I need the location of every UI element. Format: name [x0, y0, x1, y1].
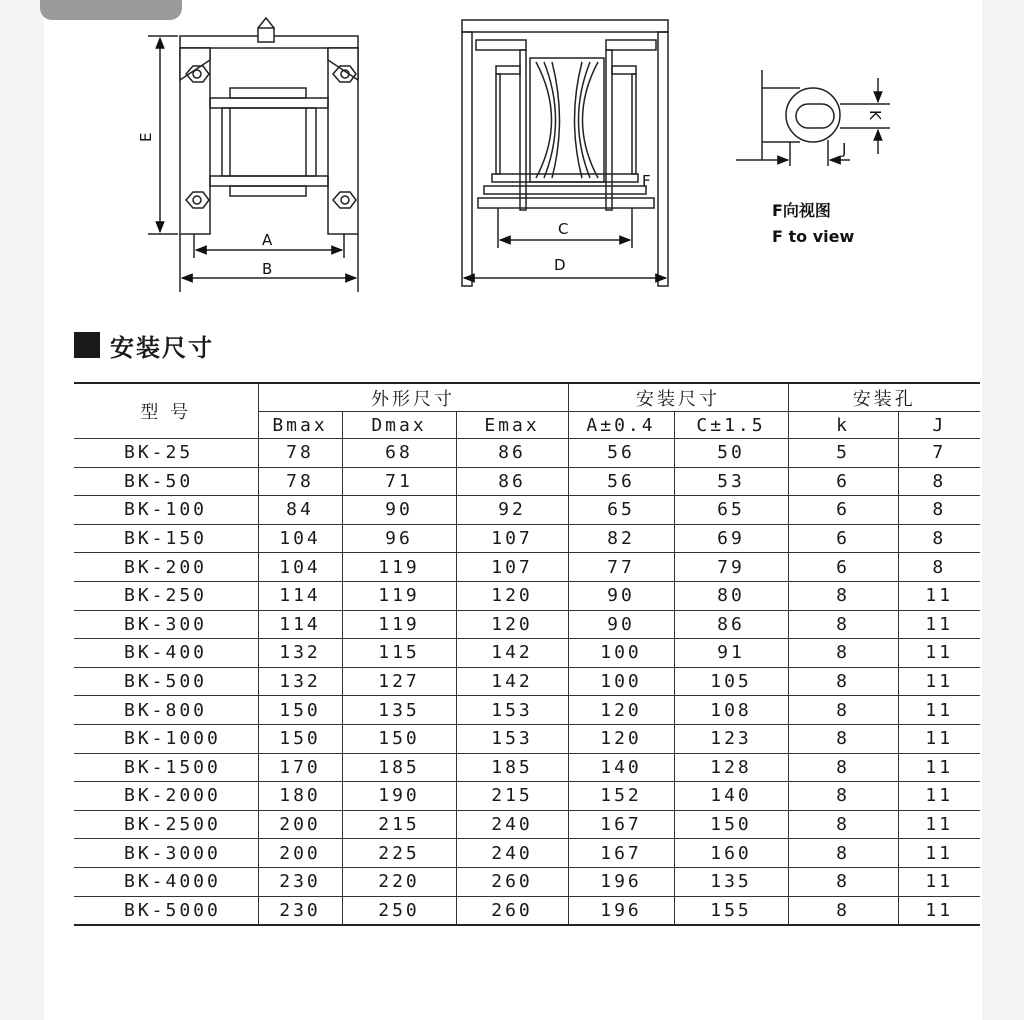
cell-value: 260: [456, 867, 568, 896]
cell-value: 150: [342, 724, 456, 753]
cell-value: 115: [342, 639, 456, 668]
cell-value: 8: [788, 782, 898, 811]
cell-value: 8: [788, 867, 898, 896]
cell-value: 220: [342, 867, 456, 896]
table-row: [74, 896, 980, 925]
cell-value: 120: [568, 724, 674, 753]
cell-value: 86: [456, 439, 568, 468]
cell-value: 128: [674, 753, 788, 782]
label-f: F: [642, 172, 651, 190]
spec-table: [74, 382, 980, 926]
cell-value: 8: [788, 724, 898, 753]
header-install-dimensions: 安装尺寸: [568, 383, 788, 412]
cell-value: 8: [788, 896, 898, 925]
cell-value: 11: [898, 724, 980, 753]
side-view-drawing: [462, 20, 668, 286]
cell-value: 104: [258, 553, 342, 582]
cell-value: 8: [788, 753, 898, 782]
cell-value: 119: [342, 610, 456, 639]
cell-value: 82: [568, 524, 674, 553]
cell-value: 11: [898, 782, 980, 811]
cell-model: BK-1000: [74, 724, 258, 753]
cell-value: 56: [568, 439, 674, 468]
cell-value: 78: [258, 467, 342, 496]
table-row: [74, 753, 980, 782]
cell-value: 50: [674, 439, 788, 468]
cell-value: 6: [788, 467, 898, 496]
section-heading: [74, 330, 214, 360]
cell-value: 153: [456, 696, 568, 725]
label-a: A: [262, 231, 273, 249]
cell-value: 240: [456, 810, 568, 839]
cell-value: 11: [898, 581, 980, 610]
column-header: Dmax: [342, 412, 456, 439]
table-row: [74, 839, 980, 868]
table-row: [74, 524, 980, 553]
label-d: D: [554, 256, 566, 274]
cell-value: 6: [788, 524, 898, 553]
cell-value: 120: [568, 696, 674, 725]
cell-value: 200: [258, 810, 342, 839]
label-j: J: [842, 140, 847, 158]
cell-value: 8: [788, 696, 898, 725]
cell-value: 92: [456, 496, 568, 525]
cell-value: 200: [258, 839, 342, 868]
cell-value: 8: [788, 610, 898, 639]
cell-value: 8: [788, 581, 898, 610]
label-c: C: [558, 220, 569, 238]
heading-square-icon: [74, 332, 100, 358]
cell-value: 78: [258, 439, 342, 468]
table-row: [74, 782, 980, 811]
cell-value: 71: [342, 467, 456, 496]
cell-value: 11: [898, 753, 980, 782]
cell-value: 7: [898, 439, 980, 468]
cell-value: 135: [674, 867, 788, 896]
cell-model: BK-300: [74, 610, 258, 639]
column-header: J: [898, 412, 980, 439]
cell-value: 142: [456, 667, 568, 696]
cell-value: 77: [568, 553, 674, 582]
cell-value: 8: [788, 667, 898, 696]
cell-value: 167: [568, 839, 674, 868]
cell-value: 155: [674, 896, 788, 925]
cell-value: 132: [258, 639, 342, 668]
cell-value: 8: [898, 553, 980, 582]
cell-value: 11: [898, 867, 980, 896]
table-row: [74, 867, 980, 896]
cell-value: 90: [342, 496, 456, 525]
cell-value: 8: [788, 810, 898, 839]
column-header: k: [788, 412, 898, 439]
label-k: K: [866, 110, 884, 120]
cell-model: BK-50: [74, 467, 258, 496]
cell-value: 230: [258, 896, 342, 925]
cell-value: 11: [898, 610, 980, 639]
cell-value: 196: [568, 867, 674, 896]
cell-value: 250: [342, 896, 456, 925]
table-row: [74, 496, 980, 525]
cell-value: 150: [258, 724, 342, 753]
cell-value: 104: [258, 524, 342, 553]
cell-value: 65: [674, 496, 788, 525]
cell-value: 150: [258, 696, 342, 725]
column-header: A±0.4: [568, 412, 674, 439]
cell-value: 84: [258, 496, 342, 525]
cell-model: BK-100: [74, 496, 258, 525]
cell-value: 120: [456, 581, 568, 610]
front-view-drawing: [148, 18, 358, 292]
table-row: [74, 439, 980, 468]
cell-value: 108: [674, 696, 788, 725]
cell-value: 53: [674, 467, 788, 496]
cell-value: 11: [898, 839, 980, 868]
header-install-hole: 安装孔: [788, 383, 980, 412]
f-view-caption-cn: F向视图: [772, 201, 831, 220]
cell-value: 6: [788, 496, 898, 525]
cell-model: BK-25: [74, 439, 258, 468]
cell-value: 80: [674, 581, 788, 610]
cell-value: 90: [568, 610, 674, 639]
cell-value: 79: [674, 553, 788, 582]
cell-value: 196: [568, 896, 674, 925]
cell-value: 140: [568, 753, 674, 782]
cell-value: 69: [674, 524, 788, 553]
column-header: Emax: [456, 412, 568, 439]
cell-model: BK-5000: [74, 896, 258, 925]
cell-value: 56: [568, 467, 674, 496]
cell-value: 170: [258, 753, 342, 782]
cell-value: 230: [258, 867, 342, 896]
cell-value: 6: [788, 553, 898, 582]
cell-value: 105: [674, 667, 788, 696]
cell-value: 142: [456, 639, 568, 668]
cell-value: 185: [456, 753, 568, 782]
table-row: [74, 639, 980, 668]
cell-value: 11: [898, 696, 980, 725]
cell-model: BK-200: [74, 553, 258, 582]
cell-value: 135: [342, 696, 456, 725]
cell-value: 107: [456, 553, 568, 582]
cell-value: 114: [258, 610, 342, 639]
table-row: [74, 610, 980, 639]
cell-value: 114: [258, 581, 342, 610]
cell-model: BK-2000: [74, 782, 258, 811]
cell-model: BK-500: [74, 667, 258, 696]
cell-value: 215: [456, 782, 568, 811]
f-view-caption-en: F to view: [772, 227, 855, 246]
cell-value: 190: [342, 782, 456, 811]
cell-value: 120: [456, 610, 568, 639]
cell-value: 100: [568, 667, 674, 696]
cell-value: 123: [674, 724, 788, 753]
cell-model: BK-800: [74, 696, 258, 725]
label-e: E: [137, 132, 155, 142]
table-row: [74, 724, 980, 753]
cell-value: 119: [342, 581, 456, 610]
technical-drawings: [0, 0, 1024, 320]
cell-model: BK-150: [74, 524, 258, 553]
cell-value: 167: [568, 810, 674, 839]
cell-value: 5: [788, 439, 898, 468]
cell-value: 260: [456, 896, 568, 925]
cell-model: BK-400: [74, 639, 258, 668]
table-row: [74, 581, 980, 610]
cell-value: 8: [898, 467, 980, 496]
table-row: [74, 553, 980, 582]
header-model: 型 号: [74, 383, 258, 439]
cell-value: 11: [898, 896, 980, 925]
section-title: 安装尺寸: [110, 333, 214, 362]
header-outer-dimensions: 外形尺寸: [258, 383, 568, 412]
cell-value: 65: [568, 496, 674, 525]
cell-value: 160: [674, 839, 788, 868]
cell-value: 11: [898, 810, 980, 839]
cell-value: 68: [342, 439, 456, 468]
cell-value: 140: [674, 782, 788, 811]
cell-value: 127: [342, 667, 456, 696]
cell-value: 8: [898, 496, 980, 525]
cell-model: BK-3000: [74, 839, 258, 868]
cell-value: 11: [898, 667, 980, 696]
cell-value: 225: [342, 839, 456, 868]
cell-value: 11: [898, 639, 980, 668]
cell-value: 96: [342, 524, 456, 553]
cell-value: 8: [898, 524, 980, 553]
cell-value: 100: [568, 639, 674, 668]
cell-model: BK-250: [74, 581, 258, 610]
cell-value: 86: [674, 610, 788, 639]
table-row: [74, 667, 980, 696]
table-row: [74, 467, 980, 496]
cell-value: 180: [258, 782, 342, 811]
cell-value: 150: [674, 810, 788, 839]
cell-value: 86: [456, 467, 568, 496]
table-header-row-groups: [74, 383, 980, 412]
cell-value: 185: [342, 753, 456, 782]
cell-value: 153: [456, 724, 568, 753]
cell-value: 8: [788, 839, 898, 868]
cell-value: 132: [258, 667, 342, 696]
cell-model: BK-4000: [74, 867, 258, 896]
cell-value: 240: [456, 839, 568, 868]
cell-value: 91: [674, 639, 788, 668]
column-header: Bmax: [258, 412, 342, 439]
cell-model: BK-2500: [74, 810, 258, 839]
table-row: [74, 696, 980, 725]
label-b: B: [262, 260, 273, 278]
cell-value: 107: [456, 524, 568, 553]
column-header: C±1.5: [674, 412, 788, 439]
cell-value: 90: [568, 581, 674, 610]
cell-model: BK-1500: [74, 753, 258, 782]
cell-value: 8: [788, 639, 898, 668]
table-row: [74, 810, 980, 839]
cell-value: 119: [342, 553, 456, 582]
cell-value: 152: [568, 782, 674, 811]
cell-value: 215: [342, 810, 456, 839]
